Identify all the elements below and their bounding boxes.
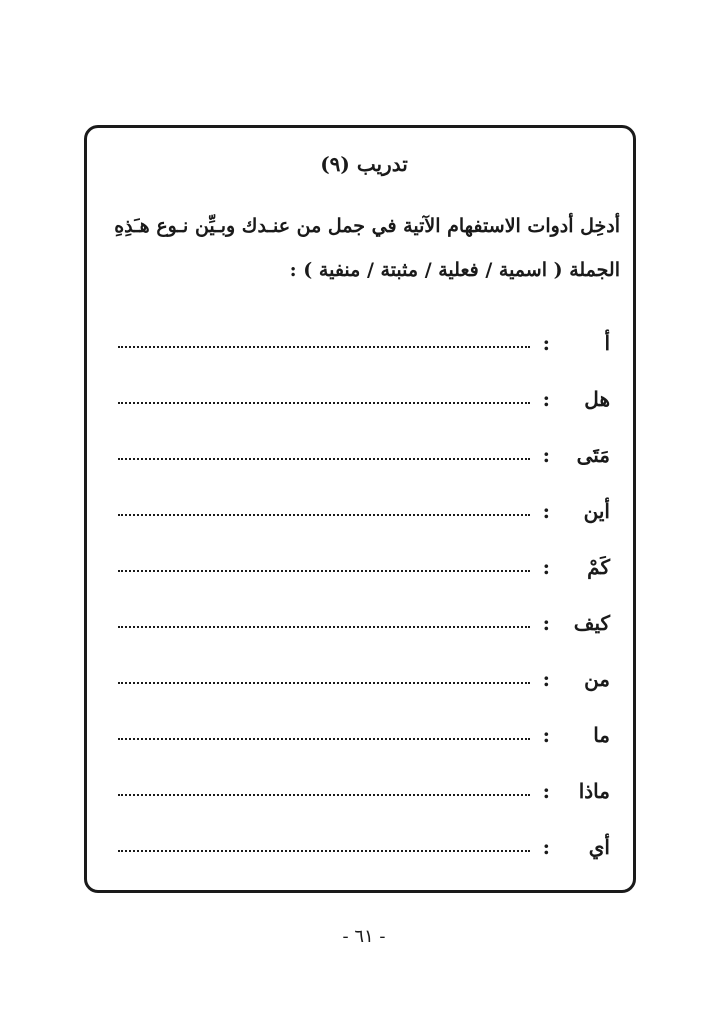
answer-line[interactable] — [118, 400, 530, 404]
colon: : — [542, 835, 550, 859]
instruction-line-1: أدخِل أدوات الاستفهام الآتية في جمل من عنـدك وبـيِّن نـوع هـَذِهِ — [114, 215, 620, 237]
colon: : — [542, 667, 550, 691]
exercise-instructions — [100, 204, 620, 292]
question-word: كَمْ — [587, 555, 610, 579]
colon: : — [542, 499, 550, 523]
colon: : — [542, 443, 550, 467]
colon: : — [542, 331, 550, 355]
question-word: أ — [604, 331, 610, 355]
question-word: كيف — [573, 611, 610, 635]
colon: : — [542, 555, 550, 579]
exercise-title: تدريب (٩) — [320, 152, 408, 176]
list-item — [118, 384, 610, 414]
answer-line[interactable] — [118, 736, 530, 740]
question-word: هل — [584, 387, 610, 411]
question-word: أي — [588, 835, 610, 859]
answer-line[interactable] — [118, 456, 530, 460]
list-item — [118, 552, 610, 582]
question-word: ماذا — [578, 779, 610, 803]
answer-line[interactable] — [118, 344, 530, 348]
list-item — [118, 608, 610, 638]
list-item — [118, 832, 610, 862]
answer-line[interactable] — [118, 624, 530, 628]
answer-line[interactable] — [118, 568, 530, 572]
list-item — [118, 496, 610, 526]
list-item — [118, 776, 610, 806]
list-item — [118, 664, 610, 694]
instruction-line-2: الجملة ( اسمية / فعلية / مثبتة / منفية ) : — [289, 259, 620, 281]
question-word: ما — [593, 723, 610, 747]
list-item — [118, 440, 610, 470]
answer-line[interactable] — [118, 792, 530, 796]
list-item — [118, 720, 610, 750]
colon: : — [542, 779, 550, 803]
colon: : — [542, 387, 550, 411]
page-number: - ٦١ - — [342, 926, 386, 947]
answer-line[interactable] — [118, 512, 530, 516]
colon: : — [542, 723, 550, 747]
answer-line[interactable] — [118, 848, 530, 852]
list-item — [118, 328, 610, 358]
question-word: مَتَى — [576, 443, 610, 467]
answer-line[interactable] — [118, 680, 530, 684]
question-word: أين — [583, 499, 610, 523]
colon: : — [542, 611, 550, 635]
question-word: من — [584, 667, 610, 691]
